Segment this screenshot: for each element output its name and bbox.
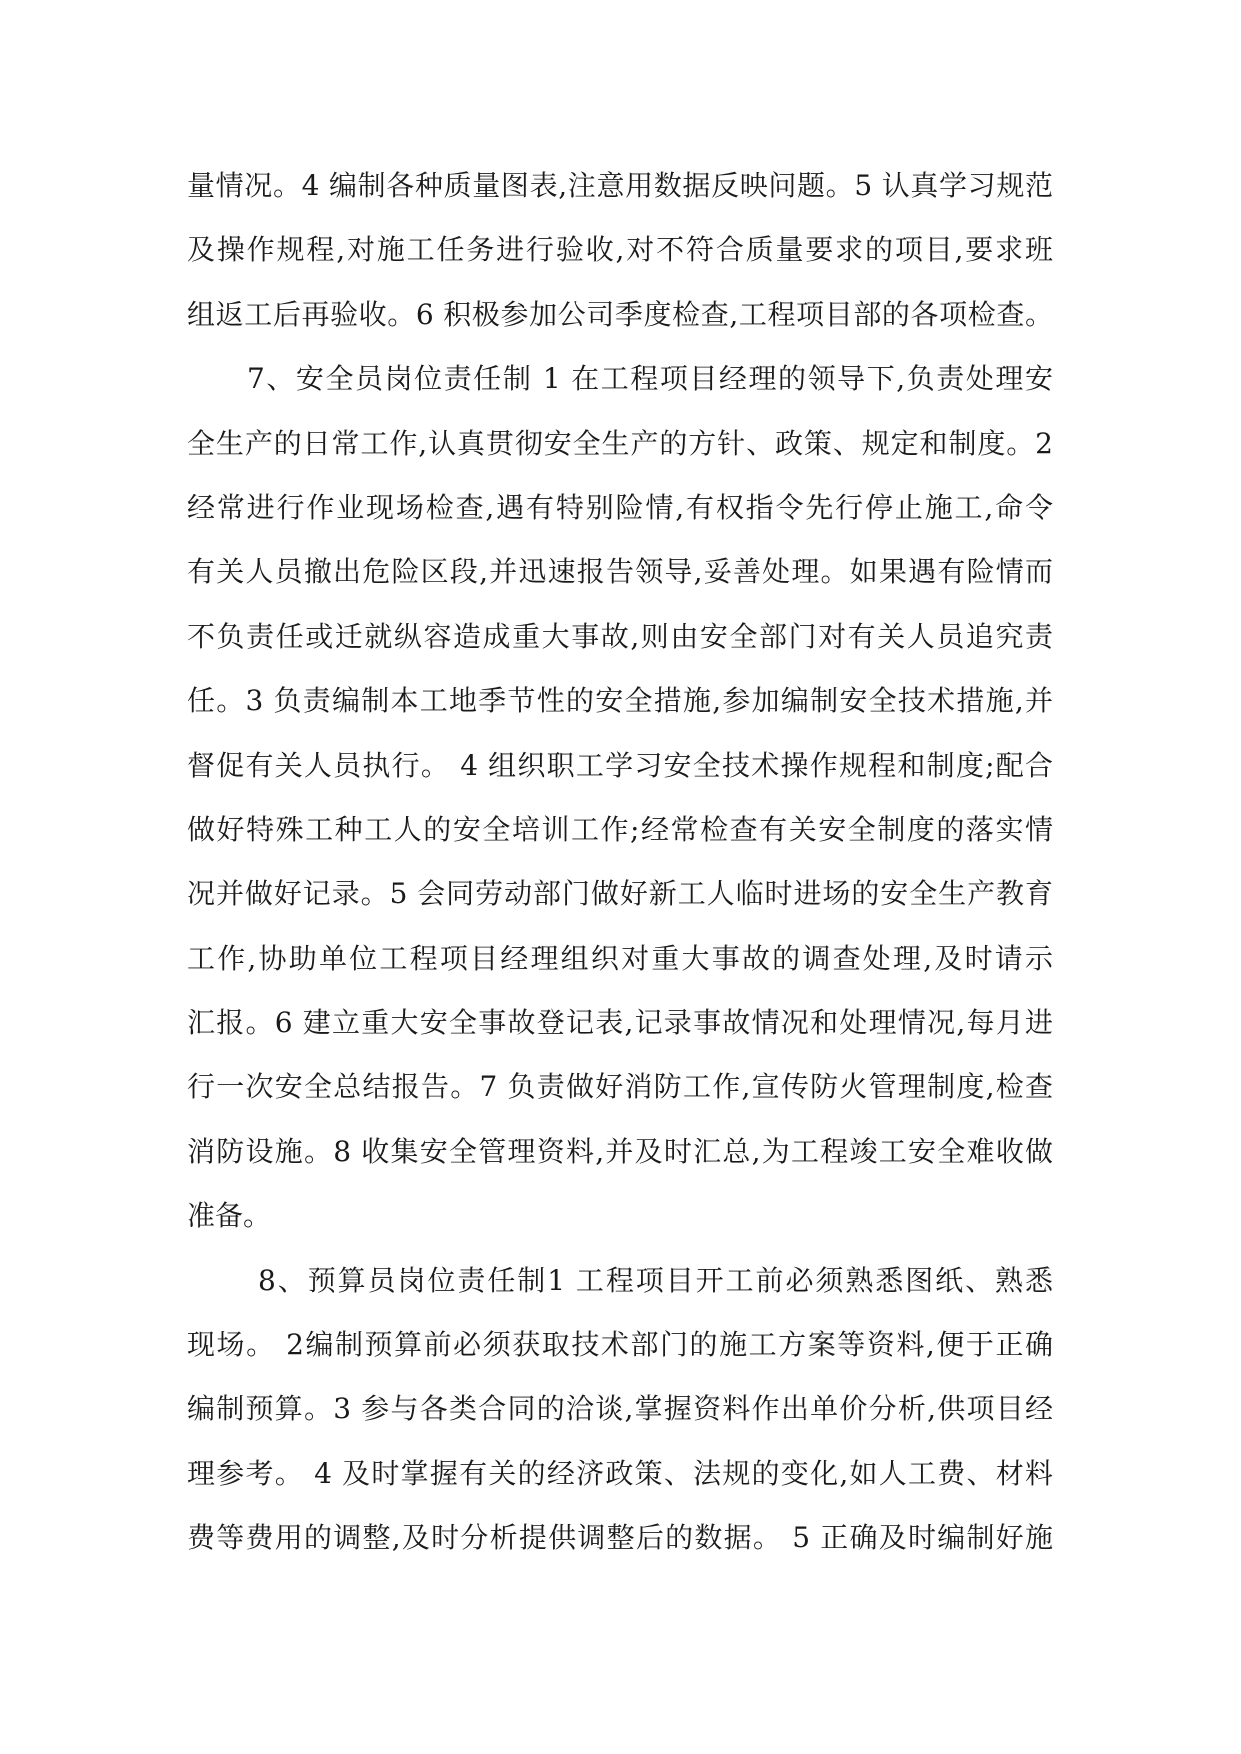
paragraph-safety-officer: [187, 347, 1053, 1248]
text-line: 费等费用的调整,及时分析提供调整后的数据。 5 正确及时编制好施: [187, 1521, 1053, 1555]
text-line: 理参考。 4 及时掌握有关的经济政策、法规的变化,如人工费、材料: [187, 1456, 1053, 1490]
text-line: 消防设施。8 收集安全管理资料,并及时汇总,为工程竣工安全难收做: [187, 1134, 1053, 1168]
text-line: 及操作规程,对施工任务进行验收,对不符合质量要求的项目,要求班: [187, 233, 1053, 267]
text-line: 编制预算。3 参与各类合同的洽谈,掌握资料作出单价分析,供项目经: [187, 1392, 1053, 1426]
text-line: 组返工后再验收。6 积极参加公司季度检查,工程项目部的各项检查。: [187, 297, 1053, 331]
text-line: 准备。: [187, 1199, 272, 1233]
text-line: 汇报。6 建立重大安全事故登记表,记录事故情况和处理情况,每月进: [187, 1006, 1053, 1040]
text-line: 全生产的日常工作,认真贯彻安全生产的方针、政策、规定和制度。2: [187, 426, 1053, 460]
text-line: 况并做好记录。5 会同劳动部门做好新工人临时进场的安全生产教育: [187, 877, 1053, 911]
paragraph-quality-continued: [187, 154, 1053, 347]
text-line: 现场。 2编制预算前必须获取技术部门的施工方案等资料,便于正确: [187, 1328, 1053, 1362]
text-line: 做好特殊工种工人的安全培训工作;经常检查有关安全制度的落实情: [187, 812, 1053, 846]
text-line: 量情况。4 编制各种质量图表,注意用数据反映问题。5 认真学习规范: [187, 169, 1053, 202]
text-line: 有关人员撤出危险区段,并迅速报告领导,妥善处理。如果遇有险情而: [187, 555, 1053, 589]
text-line: 督促有关人员执行。 4 组织职工学习安全技术操作规程和制度;配合: [187, 748, 1053, 782]
text-line: 行一次安全总结报告。7 负责做好消防工作,宣传防火管理制度,检查: [187, 1070, 1053, 1104]
text-line: 不负责任或迁就纵容造成重大事故,则由安全部门对有关人员追究责: [187, 619, 1053, 653]
text-line: 任。3 负责编制本工地季节性的安全措施,参加编制安全技术措施,并: [187, 684, 1053, 718]
text-line: 工作,协助单位工程项目经理组织对重大事故的调查处理,及时请示: [187, 941, 1053, 975]
text-line: 8、预算员岗位责任制1 工程项目开工前必须熟悉图纸、熟悉: [258, 1263, 1053, 1297]
text-line: 经常进行作业现场检查,遇有特别险情,有权指令先行停止施工,命令: [187, 490, 1053, 524]
text-line: 7、安全员岗位责任制 1 在工程项目经理的领导下,负责处理安: [247, 362, 1053, 396]
document-body: [187, 154, 1053, 1571]
paragraph-budget-officer: [187, 1249, 1053, 1571]
